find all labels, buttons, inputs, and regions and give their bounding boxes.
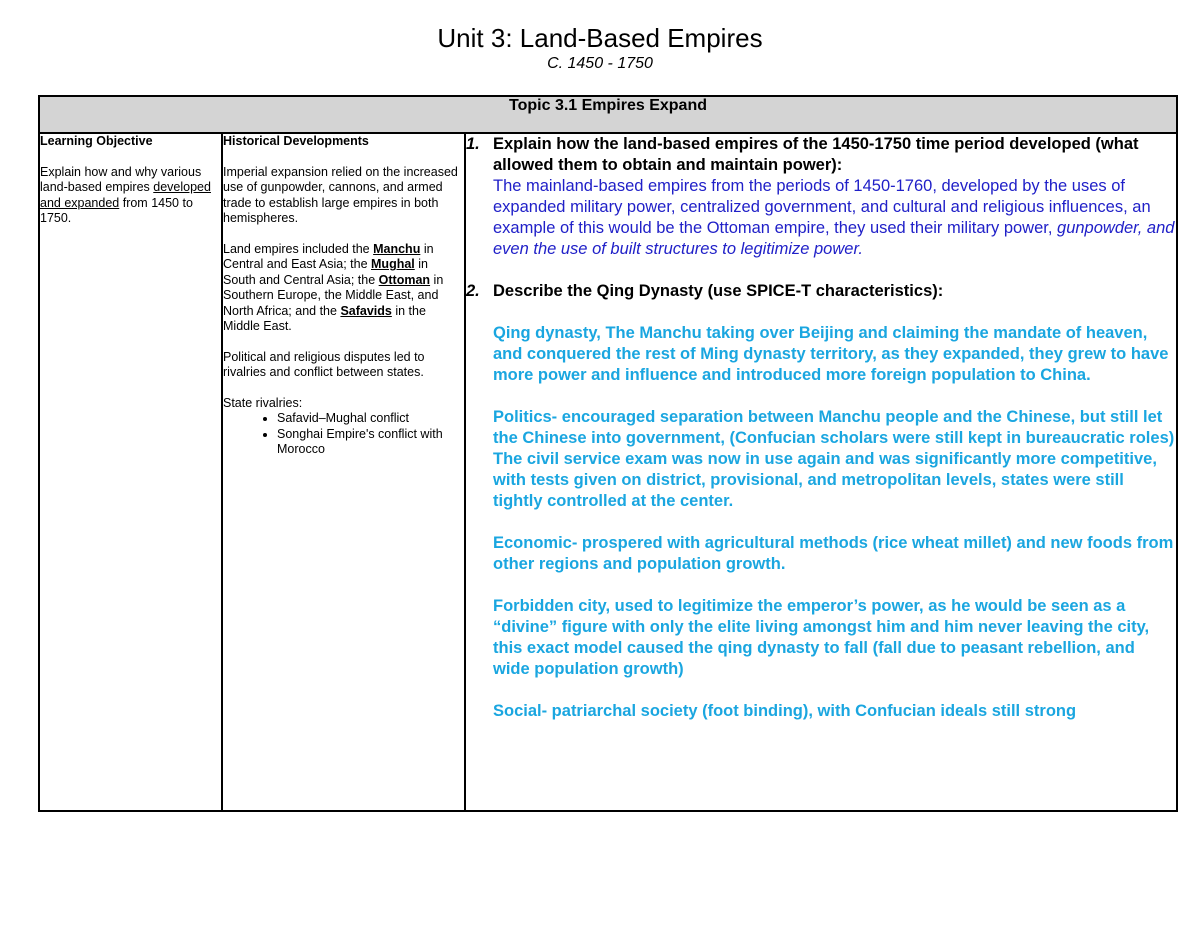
question-1 xyxy=(466,134,1176,176)
answer-paragraph: Forbidden city, used to legitimize the emperor’s power, as he would be seen as a “divine” figure with only the elite living amongst him and him never leaving the city, this exact model caused the qing dynasty to fall (fall due to peasant rebellion, and wide population growth) xyxy=(493,597,1150,678)
answer-paragraph: Qing dynasty, The Manchu taking over Beijing and claiming the mandate of heaven, and conquered the rest of Ming dynasty territory, as they expanded, they grew to have more power and influence and introduced more foreign population to China. xyxy=(493,324,1169,384)
page-subtitle: C. 1450 - 1750 xyxy=(547,55,653,72)
question-number: 2. xyxy=(466,282,480,300)
answer-paragraph: Politics- encouraged separation between Manchu people and the Chinese, but still let the Chinese into government, (Confucian scholars were still kept in bureaucratic roles) The civil service exam was now in use again and was significantly more competitive, with tests given on district, provisional, and metropolitan levels, states were still tightly controlled at the center. xyxy=(493,408,1175,510)
question-2 xyxy=(466,281,1176,302)
learning-objective-text: Explain how and why various land-based empires developed and expanded from 1450 to 1750. xyxy=(40,164,211,225)
hd-paragraph-2: Land empires included the Manchu in Central and East Asia; the Mughal in South and Central Asia; the Ottoman in Southern Europe, the Middle East, and North Africa; and the Safavids in the Middle East. xyxy=(223,241,444,333)
answer-paragraph: Economic- prospered with agricultural methods (rice wheat millet) and new foods from other regions and population growth. xyxy=(493,534,1174,573)
rivalries-list xyxy=(223,411,464,458)
hd-paragraph-4: State rivalries: xyxy=(223,395,303,410)
list-item: • Songhai Empire's conflict with Morocco xyxy=(277,427,464,458)
empire-ottoman: Ottoman xyxy=(378,272,431,287)
empire-safavids: Safavids xyxy=(340,303,392,318)
page-title: Unit 3: Land-Based Empires xyxy=(437,23,763,53)
hd-paragraph-3: Political and religious disputes led to rivalries and conflict between states. xyxy=(223,349,425,379)
empire-mughal: Mughal xyxy=(371,257,415,271)
question-text: Explain how the land-based empires of the 1450-1750 time period developed (what allowed them to obtain and maintain power): xyxy=(493,135,1139,174)
learning-objective-heading: Learning Objective xyxy=(40,134,153,148)
question-number: 1. xyxy=(466,135,480,153)
questions-cell xyxy=(465,133,1177,811)
learning-objective-cell xyxy=(39,133,222,811)
topic-table xyxy=(38,95,1178,812)
list-item: • Safavid–Mughal conflict xyxy=(277,411,464,427)
answer-1: The mainland-based empires from the periods of 1450-1760, developed by the uses of expanded military power, centralized government, and cultural and religious influences, an example of this would be the Ottoman empire, they used their military power, gunpowder, and even the use of built structures to legitimize power. xyxy=(493,177,1175,258)
empire-manchu: Manchu xyxy=(373,241,421,256)
historical-developments-cell xyxy=(222,133,465,811)
answer-paragraph: Social- patriarchal society (foot binding), with Confucian ideals still strong xyxy=(493,702,1077,720)
historical-developments-heading: Historical Developments xyxy=(223,134,369,148)
topic-header: Topic 3.1 Empires Expand xyxy=(39,96,1177,133)
underlined-phrase: developed and expanded xyxy=(40,180,211,210)
hd-paragraph-1: Imperial expansion relied on the increased use of gunpowder, cannons, and armed trade to establish large empires in both hemispheres. xyxy=(223,164,458,225)
question-text: Describe the Qing Dynasty (use SPICE-T characteristics): xyxy=(493,282,944,300)
